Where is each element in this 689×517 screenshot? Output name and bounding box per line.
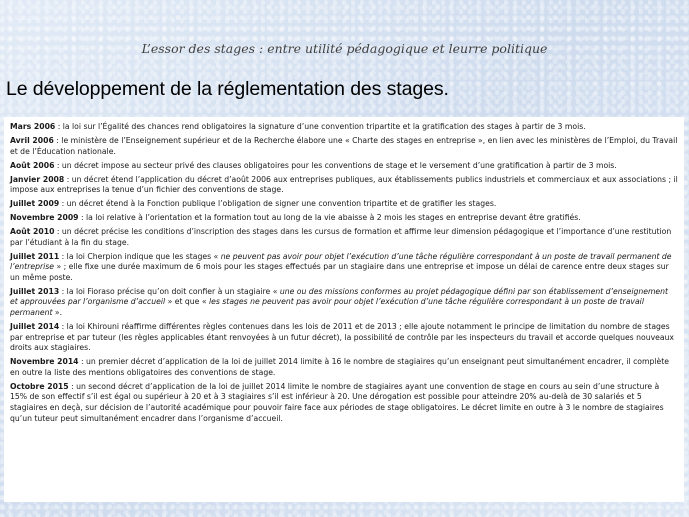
- timeline-entry-mars-2006: [10, 122, 678, 133]
- entry-date: Avril 2006: [10, 135, 54, 145]
- entry-quote: ne peuvent pas avoir pour objet l’exécution d’une tâche régulière correspondant à un poste de travail permanent de l’entreprise: [10, 251, 672, 272]
- timeline-entry-juillet-2011: [10, 252, 678, 284]
- entry-quote: les stages ne peuvent pas avoir pour objet l’exécution d’une tâche régulière correspondant à un poste de travail permanent: [10, 297, 644, 318]
- entry-quote: une ou des missions conformes au projet pédagogique défini par son établissement d’enseignement et approuvées par l’organisme d’accueil: [10, 286, 669, 307]
- entry-date: Janvier 2008: [10, 174, 65, 184]
- timeline-entry-novembre-2009: [10, 213, 678, 224]
- entry-text: : la loi Cherpion indique que les stages «: [59, 251, 221, 261]
- regulation-timeline-panel: [4, 117, 684, 502]
- entry-date: Juillet 2013: [10, 286, 60, 296]
- slide-subtitle: L’essor des stages : entre utilité pédagogique et leurre politique: [141, 41, 548, 56]
- entry-date: Août 2006: [10, 160, 55, 170]
- entry-text: ».: [52, 308, 63, 318]
- entry-date: Juillet 2011: [10, 251, 60, 261]
- entry-text: : un décret impose au secteur privé des clauses obligatoires pour les conventions de stage et le versement d’une gratification à partir de 3 mois.: [54, 160, 617, 170]
- entry-text: : la loi relative à l’orientation et la formation tout au long de la vie abaisse à 2 mois les stages en entreprise devant être gratifiés.: [78, 213, 581, 223]
- entry-text: : le ministère de l’Enseignement supérieur et de la Recherche élabore une « Charte des stages en entreprise », en lien avec les ministères de l’Emploi, du Travail et de l’Éducation nationale.: [10, 135, 678, 156]
- entry-date: Juillet 2009: [10, 199, 60, 209]
- timeline-entry-octobre-2015: [10, 382, 678, 424]
- timeline-entry-aout-2010: [10, 227, 678, 248]
- entry-text: : un décret précise les conditions d’inscription des stages dans les cursus de formation et affirme leur dimension pédagogique et l’importance d’une restitution par l’étudiant à la fin du stage.: [10, 227, 672, 247]
- entry-text: : la loi sur l’Égalité des chances rend obligatoires la signature d’une convention tripartite et la gratification des stages à partir de 3 mois.: [55, 122, 586, 131]
- entry-date: Octobre 2015: [10, 381, 69, 391]
- entry-text: : la loi Fioraso précise qu’on doit confier à un stagiaire «: [59, 286, 280, 296]
- timeline-entry-juillet-2009: [10, 199, 678, 210]
- slide-title: Le développement de la réglementation des stages.: [6, 78, 449, 100]
- entry-text: : un décret étend à la Fonction publique l’obligation de signer une convention tripartite et de gratifier les stages.: [59, 199, 497, 209]
- timeline-entry-janvier-2008: [10, 175, 678, 196]
- entry-date: Juillet 2014: [10, 322, 60, 332]
- entry-text: : un second décret d’application de la loi de juillet 2014 limite le nombre de stagiaires ayant une convention de stage en cours au sein d’une structure à 15% de son effectif s’il est égal ou supérieur à 20 et à 3 stagiaires s’il est inférieur à 20. Une dérogation est possible pour atteindre 20% au-delà de 30 salariés et 5 stagiaires en deçà, sur décision de l’autorité académique pour pouvoir faire face aux périodes de stage obligatoires. Le décret limite en outre à 3 le nombre de stagiaires qu’un tuteur peut simultanément encadrer dans l’organisme d’accueil.: [10, 381, 664, 423]
- entry-text: : un décret étend l’application du décret d’août 2006 aux entreprises publiques, aux établissements publics industriels et commerciaux et aux associations ; il impose aux entreprises la tenue d’un fichier des conventions de stage.: [10, 174, 678, 195]
- entry-date: Novembre 2014: [10, 357, 79, 367]
- timeline-entry-novembre-2014: [10, 357, 678, 378]
- timeline-entry-avril-2006: [10, 136, 678, 157]
- entry-text: : la loi Khirouni réaffirme différentes règles contenues dans les lois de 2011 et de 2013 ; elle ajoute notamment le principe de limitation du nombre de stages par entreprise et par tuteur (les règles applicables étant renvoyées à un futur décret), la possibilité de contrôle par les inspecteurs du travail et accorde quelques nouveaux droits aux stagiaires.: [10, 322, 674, 353]
- entry-text: » ; elle fixe une durée maximum de 6 mois pour les stages effectués par un stagiaire dans une entreprise et impose un délai de carence entre deux stages sur un même poste.: [10, 262, 669, 282]
- entry-date: Août 2010: [10, 227, 55, 237]
- entry-date: Novembre 2009: [10, 213, 79, 223]
- entry-date: Mars 2006: [10, 122, 56, 131]
- timeline-entry-aout-2006: [10, 161, 678, 172]
- timeline-entry-juillet-2014: [10, 322, 678, 354]
- entry-text: : un premier décret d’application de la loi de juillet 2014 limite à 16 le nombre de stagiaires qu’un enseignant peut simultanément encadrer, il complète en outre la liste des mentions obligatoires des conventions de stage.: [10, 357, 669, 377]
- entry-text: » et que «: [165, 297, 209, 307]
- timeline-entry-juillet-2013: [10, 287, 678, 319]
